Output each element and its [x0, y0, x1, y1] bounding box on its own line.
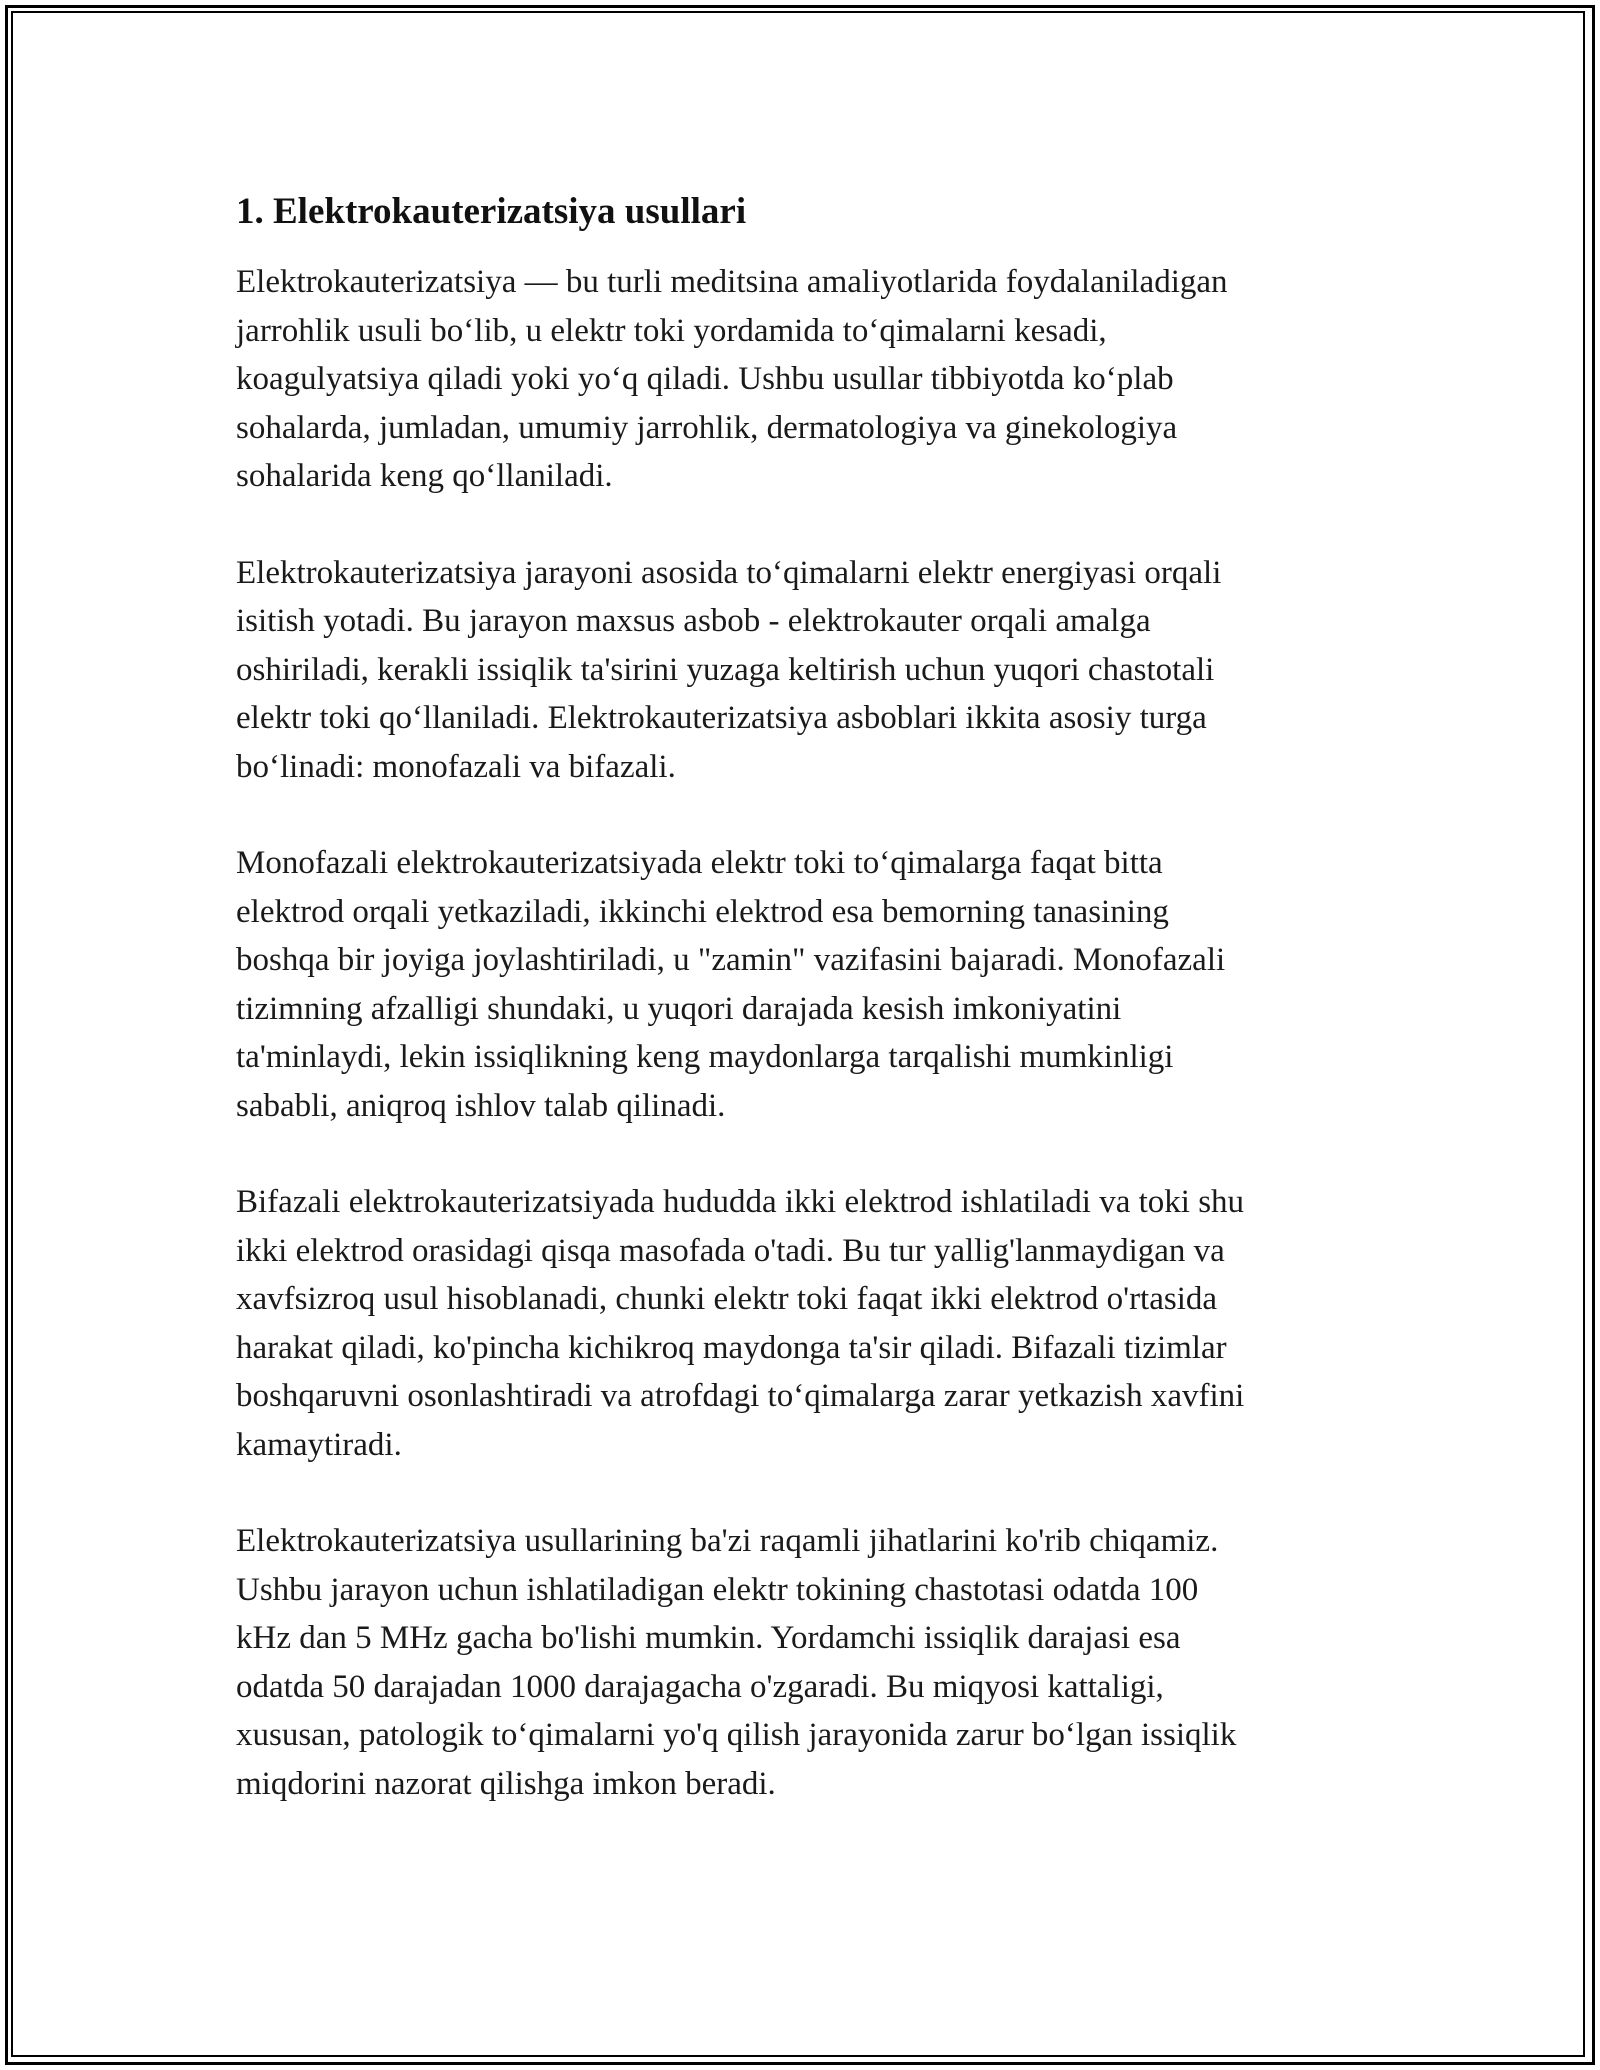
paragraph-line: boshqa bir joyiga joylashtiriladi, u "zamin" vazifasini bajaradi. Monofazali: [236, 942, 1226, 978]
paragraph-line: bo‘linadi: monofazali va bifazali.: [236, 748, 676, 785]
paragraph-line: jarrohlik usuli bo‘lib, u elektr toki yordamida to‘qimalarni kesadi,: [236, 312, 1107, 349]
paragraph-line: ikki elektrod orasidagi qisqa masofada o'tadi. Bu tur yallig'lanmaydigan va: [236, 1232, 1225, 1269]
paragraph-line: xavfsizroq usul hisoblanadi, chunki elektr toki faqat ikki elektrod o'rtasida: [236, 1281, 1218, 1317]
paragraph-line: isitish yotadi. Bu jarayon maxsus asbob - elektrokauter orqali amalga: [236, 603, 1151, 639]
paragraph: [236, 258, 1366, 501]
paragraph: [236, 549, 1366, 792]
paragraph: [236, 839, 1366, 1130]
paragraph: [236, 1178, 1366, 1469]
paragraph-list: [236, 258, 1366, 1808]
paragraph-line: kamaytiradi.: [236, 1426, 402, 1463]
paragraph-line: xususan, patologik to‘qimalarni yo'q qilish jarayonida zarur bo‘lgan issiqlik: [236, 1717, 1237, 1753]
paragraph-line: odatda 50 darajadan 1000 darajagacha o'zgaradi. Bu miqyosi kattaligi,: [236, 1668, 1164, 1705]
paragraph-line: ta'minlaydi, lekin issiqlikning keng maydonlarga tarqalishi mumkinligi: [236, 1039, 1174, 1075]
paragraph-line: tizimning afzalligi shundaki, u yuqori darajada kesish imkoniyatini: [236, 990, 1122, 1027]
section-heading: 1. Elektrokauterizatsiya usullari: [236, 191, 747, 232]
paragraph-line: sohalarida keng qo‘llaniladi.: [236, 458, 613, 494]
paragraph-line: kHz dan 5 MHz gacha bo'lishi mumkin. Yordamchi issiqlik darajasi esa: [236, 1620, 1181, 1656]
paragraph-line: Elektrokauterizatsiya usullarining ba'zi raqamli jihatlarini ko'rib chiqamiz.: [236, 1523, 1219, 1559]
paragraph-line: elektrod orqali yetkaziladi, ikkinchi elektrod esa bemorning tanasining: [236, 893, 1169, 930]
paragraph-line: Elektrokauterizatsiya jarayoni asosida to‘qimalarni elektr energiyasi orqali: [236, 554, 1222, 591]
paragraph-line: Elektrokauterizatsiya — bu turli meditsina amaliyotlarida foydalaniladigan: [236, 264, 1228, 300]
paragraph: [236, 1517, 1366, 1808]
paragraph-line: elektr toki qo‘llaniladi. Elektrokauterizatsiya asboblari ikkita asosiy turga: [236, 700, 1207, 736]
document-body: [236, 186, 1366, 1856]
paragraph-line: sababli, aniqroq ishlov talab qilinadi.: [236, 1087, 726, 1124]
paragraph-line: Monofazali elektrokauterizatsiyada elektr toki to‘qimalarga faqat bitta: [236, 845, 1163, 881]
paragraph-line: koagulyatsiya qiladi yoki yo‘q qiladi. Ushbu usullar tibbiyotda ko‘plab: [236, 361, 1174, 397]
paragraph-line: oshiriladi, kerakli issiqlik ta'sirini yuzaga keltirish uchun yuqori chastotali: [236, 651, 1215, 688]
paragraph-line: Bifazali elektrokauterizatsiyada hududda ikki elektrod ishlatiladi va toki shu: [236, 1184, 1245, 1220]
paragraph-line: Ushbu jarayon uchun ishlatiladigan elektr tokining chastotasi odatda 100: [236, 1571, 1199, 1608]
paragraph-line: boshqaruvni osonlashtiradi va atrofdagi to‘qimalarga zarar yetkazish xavfini: [236, 1378, 1245, 1414]
paragraph-line: sohalarda, jumladan, umumiy jarrohlik, dermatologiya va ginekologiya: [236, 409, 1178, 446]
paragraph-line: miqdorini nazorat qilishga imkon beradi.: [236, 1765, 776, 1802]
paragraph-line: harakat qiladi, ko'pincha kichikroq maydonga ta'sir qiladi. Bifazali tizimlar: [236, 1329, 1227, 1366]
